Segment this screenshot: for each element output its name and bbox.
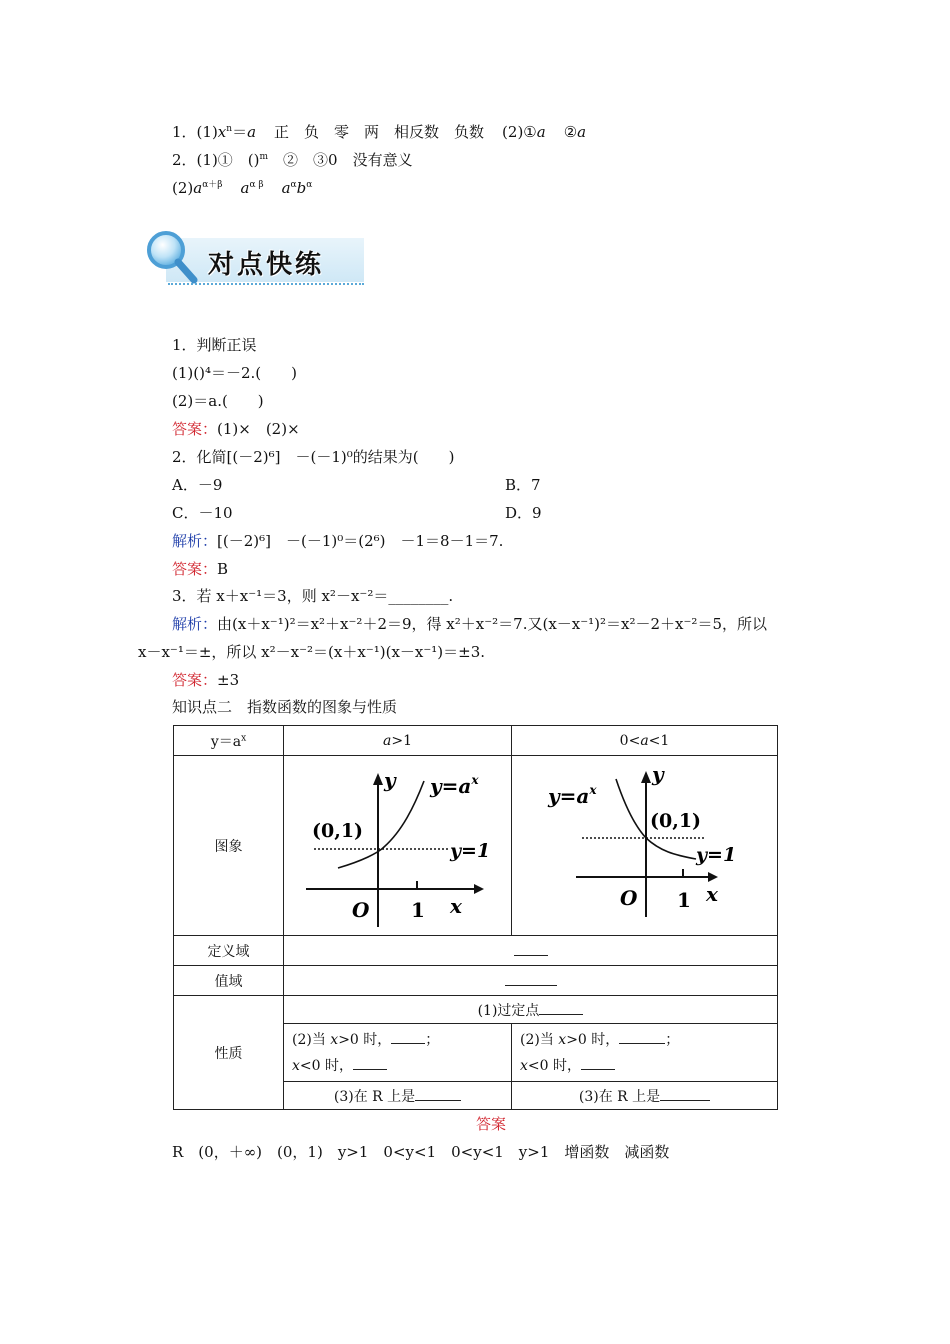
q2-title: 2．化简[(－2)⁶] －(－1)⁰的结果为( ) xyxy=(172,448,455,466)
one-label: 1 xyxy=(411,897,425,922)
graph-decreasing xyxy=(512,757,776,935)
answer-label: 答案 xyxy=(476,1115,507,1133)
hline-label: y=1 xyxy=(696,843,737,866)
graph-increasing-cell xyxy=(284,756,512,936)
answer-line-2: 2．(1)① ()$^m$ ② ③0 没有意义 xyxy=(172,151,413,169)
answer-line-1: 1．$(1)x^n=a$ 正 负 零 两 相反数 负数 (2)①a ②a xyxy=(172,123,587,141)
function-label: $y=a^x$ xyxy=(548,782,597,808)
x-axis-arrow xyxy=(708,872,718,882)
x-axis-label: x xyxy=(706,881,718,906)
q2-option-a: A．－9 xyxy=(172,476,223,494)
y-axis-arrow xyxy=(641,771,651,783)
blank-line xyxy=(619,1029,665,1044)
answer-line-3: $(2)a^{\alpha+\beta}$ $a^{\alpha \beta}$ $a^\alpha b^\alpha$ xyxy=(172,179,313,197)
y-axis-label: y xyxy=(652,761,664,786)
header-a-lt-1: 0<a<1 xyxy=(512,726,778,756)
x-axis-label: x xyxy=(450,893,462,918)
graph-increasing xyxy=(284,757,510,935)
row-label-range: 值域 xyxy=(174,966,284,996)
prop-3-left: (3)在 R 上是 xyxy=(284,1082,512,1110)
q1-item-2: (2)＝a.( ) xyxy=(172,392,264,410)
blank-line xyxy=(581,1055,615,1070)
y-axis-label: y xyxy=(384,767,396,792)
blank-line xyxy=(539,1000,583,1015)
q2-solution: 解析：[(－2)⁶] －(－1)⁰＝(2⁶) －1＝8－1＝7. xyxy=(172,532,504,550)
origin-label: O xyxy=(352,897,370,922)
banner-title: 对点快练 xyxy=(208,250,325,280)
blank-line xyxy=(391,1029,425,1044)
row-label-domain: 定义域 xyxy=(174,936,284,966)
header-a-gt-1: a>1 xyxy=(284,726,512,756)
q1-item-1: (1)()⁴＝－2.( ) xyxy=(172,364,297,382)
q3-solution-2: x－x⁻¹＝±，所以 x²－x⁻²＝(x＋x⁻¹)(x－x⁻¹)＝±3. xyxy=(138,643,486,661)
q2-option-b: B．7 xyxy=(505,476,541,494)
table-header-row xyxy=(174,726,778,756)
table-row-range xyxy=(174,966,778,996)
q3-answer: 答案：±3 xyxy=(172,671,240,689)
table-row-graph xyxy=(174,756,778,936)
answer-text: R (0，＋∞) (0，1) y>1 0<y<1 0<y<1 y>1 增函数 减函数 xyxy=(172,1143,670,1161)
function-label: $y=a^x$ xyxy=(430,772,479,798)
header-function: $y=a^x$ xyxy=(174,726,284,756)
q1-title: 1．判断正误 xyxy=(172,336,257,354)
blank-line xyxy=(660,1086,710,1101)
prop-2-left: (2)当 x>0 时， ； x<0 时， xyxy=(284,1024,512,1082)
table-row-prop-1 xyxy=(174,996,778,1024)
section-banner xyxy=(138,228,368,290)
prop-fixed-point: (1)过定点 xyxy=(284,996,778,1024)
blank-line xyxy=(505,971,557,986)
table-row-domain xyxy=(174,936,778,966)
q3-title: 3．若 x＋x⁻¹＝3，则 x²－x⁻²＝________. xyxy=(172,587,454,605)
one-label: 1 xyxy=(677,887,691,912)
row-label-graph: 图象 xyxy=(174,756,284,936)
blank-line xyxy=(353,1055,387,1070)
q1-answer: 答案：(1)× (2)× xyxy=(172,420,300,438)
graph-decreasing-cell xyxy=(512,756,778,936)
origin-label: O xyxy=(620,885,638,910)
blank-line xyxy=(514,941,548,956)
row-label-properties: 性质 xyxy=(174,996,284,1110)
prop-3-right: (3)在 R 上是 xyxy=(512,1082,778,1110)
prop-2-right: (2)当 x>0 时， ； x<0 时， xyxy=(512,1024,778,1082)
domain-blank xyxy=(284,936,778,966)
magnifier-icon xyxy=(138,228,218,290)
range-blank xyxy=(284,966,778,996)
blank-line xyxy=(415,1086,461,1101)
q2-option-d: D．9 xyxy=(505,504,542,522)
hline-label: y=1 xyxy=(450,839,491,862)
q2-answer: 答案：B xyxy=(172,560,229,578)
section-title: 知识点二 指数函数的图象与性质 xyxy=(172,698,398,716)
x-axis-arrow xyxy=(474,884,484,894)
point-label: (0,1) xyxy=(650,809,702,832)
q2-option-c: C．－10 xyxy=(172,504,233,522)
point-label: (0,1) xyxy=(312,819,364,842)
y-axis-arrow xyxy=(373,773,383,785)
exponential-properties-table xyxy=(173,725,778,1110)
q3-solution-1: 解析：由(x＋x⁻¹)²＝x²＋x⁻²＋2＝9，得 x²＋x⁻²＝7.又(x－x⁻¹)²＝x²－2＋x⁻²＝5，所以 xyxy=(172,615,767,633)
